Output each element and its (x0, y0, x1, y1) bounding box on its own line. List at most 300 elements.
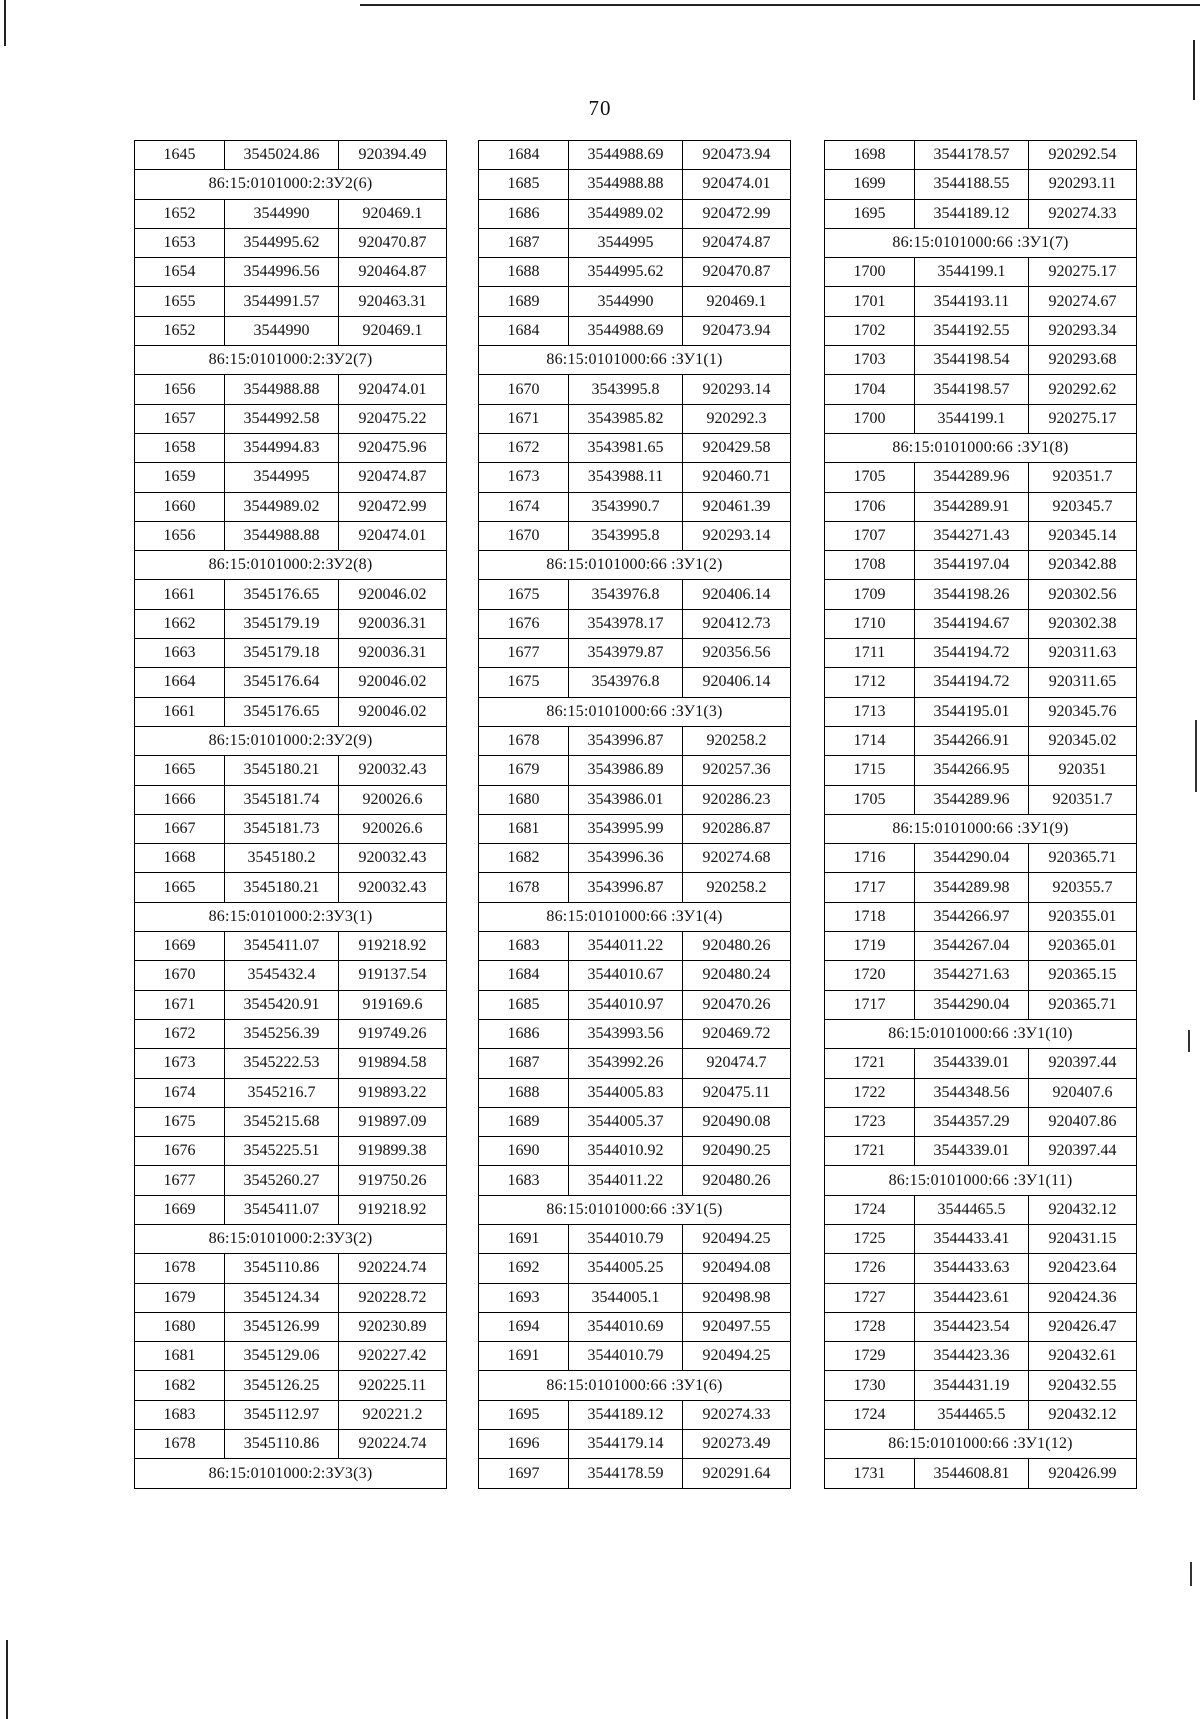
x-coordinate-cell: 3544198.54 (915, 346, 1029, 375)
table-row (479, 199, 791, 228)
point-number-cell: 1666 (135, 785, 225, 814)
y-coordinate-cell: 920258.2 (683, 873, 791, 902)
y-coordinate-cell: 920351 (1029, 756, 1137, 785)
table-row (825, 1107, 1137, 1136)
parcel-id-cell: 86:15:0101000:2:ЗУ2(8) (135, 551, 447, 580)
table-row (135, 814, 447, 843)
y-coordinate-cell: 920230.89 (339, 1312, 447, 1341)
point-number-cell: 1667 (135, 814, 225, 843)
y-coordinate-cell: 920275.17 (1029, 258, 1137, 287)
point-number-cell: 1708 (825, 551, 915, 580)
point-number-cell: 1683 (135, 1400, 225, 1429)
parcel-id-cell: 86:15:0101000:2:ЗУ3(2) (135, 1224, 447, 1253)
x-coordinate-cell: 3544178.59 (569, 1459, 683, 1488)
point-number-cell: 1662 (135, 609, 225, 638)
y-coordinate-cell: 920473.94 (683, 141, 791, 170)
table-row (135, 1195, 447, 1224)
x-coordinate-cell: 3545179.18 (225, 639, 339, 668)
x-coordinate-cell: 3544992.58 (225, 404, 339, 433)
table-row (479, 1283, 791, 1312)
point-number-cell: 1674 (135, 1078, 225, 1107)
y-coordinate-cell: 920046.02 (339, 697, 447, 726)
y-coordinate-cell: 920475.22 (339, 404, 447, 433)
x-coordinate-cell: 3544988.69 (569, 316, 683, 345)
table-row (135, 932, 447, 961)
table-row (825, 521, 1137, 550)
point-number-cell: 1728 (825, 1312, 915, 1341)
y-coordinate-cell: 920032.43 (339, 756, 447, 785)
point-number-cell: 1730 (825, 1371, 915, 1400)
point-number-cell: 1715 (825, 756, 915, 785)
x-coordinate-cell: 3544011.22 (569, 1166, 683, 1195)
point-number-cell: 1725 (825, 1224, 915, 1253)
point-number-cell: 1652 (135, 199, 225, 228)
y-coordinate-cell: 920464.87 (339, 258, 447, 287)
y-coordinate-cell: 920497.55 (683, 1312, 791, 1341)
x-coordinate-cell: 3544198.57 (915, 375, 1029, 404)
y-coordinate-cell: 920293.11 (1029, 170, 1137, 199)
x-coordinate-cell: 3544271.43 (915, 521, 1029, 550)
y-coordinate-cell: 919893.22 (339, 1078, 447, 1107)
x-coordinate-cell: 3544005.25 (569, 1254, 683, 1283)
point-number-cell: 1678 (135, 1254, 225, 1283)
x-coordinate-cell: 3544189.12 (569, 1400, 683, 1429)
y-coordinate-cell: 920470.26 (683, 990, 791, 1019)
point-number-cell: 1683 (479, 932, 569, 961)
y-coordinate-cell: 920365.15 (1029, 961, 1137, 990)
x-coordinate-cell: 3544005.37 (569, 1107, 683, 1136)
x-coordinate-cell: 3543995.8 (569, 521, 683, 550)
y-coordinate-cell: 920474.01 (339, 375, 447, 404)
point-number-cell: 1677 (135, 1166, 225, 1195)
table-row (135, 873, 447, 902)
scan-mark (1188, 1030, 1190, 1052)
point-number-cell: 1669 (135, 1195, 225, 1224)
table-row (479, 258, 791, 287)
y-coordinate-cell: 920026.6 (339, 814, 447, 843)
y-coordinate-cell: 919899.38 (339, 1137, 447, 1166)
table-row (825, 639, 1137, 668)
section-header-row (479, 902, 791, 931)
y-coordinate-cell: 920302.38 (1029, 609, 1137, 638)
y-coordinate-cell: 920432.55 (1029, 1371, 1137, 1400)
point-number-cell: 1699 (825, 170, 915, 199)
point-number-cell: 1706 (825, 492, 915, 521)
table-row (135, 141, 447, 170)
y-coordinate-cell: 920423.64 (1029, 1254, 1137, 1283)
point-number-cell: 1661 (135, 580, 225, 609)
parcel-id-cell: 86:15:0101000:66 :ЗУ1(6) (479, 1371, 791, 1400)
table-row (479, 404, 791, 433)
x-coordinate-cell: 3543986.89 (569, 756, 683, 785)
point-number-cell: 1690 (479, 1137, 569, 1166)
table-row (825, 873, 1137, 902)
y-coordinate-cell: 920474.01 (339, 521, 447, 550)
y-coordinate-cell: 920494.25 (683, 1224, 791, 1253)
table-row (479, 492, 791, 521)
x-coordinate-cell: 3544179.14 (569, 1430, 683, 1459)
point-number-cell: 1712 (825, 668, 915, 697)
section-header-row (825, 1019, 1137, 1048)
table-row (825, 258, 1137, 287)
point-number-cell: 1693 (479, 1283, 569, 1312)
x-coordinate-cell: 3545181.74 (225, 785, 339, 814)
point-number-cell: 1731 (825, 1459, 915, 1488)
y-coordinate-cell: 920394.49 (339, 141, 447, 170)
point-number-cell: 1717 (825, 873, 915, 902)
table-row (479, 463, 791, 492)
y-coordinate-cell: 920351.7 (1029, 785, 1137, 814)
x-coordinate-cell: 3545126.99 (225, 1312, 339, 1341)
y-coordinate-cell: 920274.33 (683, 1400, 791, 1429)
x-coordinate-cell: 3543985.82 (569, 404, 683, 433)
section-header-row (135, 1459, 447, 1488)
y-coordinate-cell: 919749.26 (339, 1019, 447, 1048)
y-coordinate-cell: 920473.94 (683, 316, 791, 345)
point-number-cell: 1657 (135, 404, 225, 433)
y-coordinate-cell: 920365.71 (1029, 844, 1137, 873)
x-coordinate-cell: 3544357.29 (915, 1107, 1029, 1136)
table-row (135, 1019, 447, 1048)
point-number-cell: 1719 (825, 932, 915, 961)
y-coordinate-cell: 920432.12 (1029, 1195, 1137, 1224)
table-row (479, 1137, 791, 1166)
y-coordinate-cell: 919218.92 (339, 932, 447, 961)
y-coordinate-cell: 920227.42 (339, 1342, 447, 1371)
y-coordinate-cell: 920036.31 (339, 609, 447, 638)
y-coordinate-cell: 920494.08 (683, 1254, 791, 1283)
x-coordinate-cell: 3544423.54 (915, 1312, 1029, 1341)
section-header-row (479, 697, 791, 726)
coordinates-table-left (134, 140, 447, 1489)
point-number-cell: 1726 (825, 1254, 915, 1283)
point-number-cell: 1721 (825, 1137, 915, 1166)
y-coordinate-cell: 920424.36 (1029, 1283, 1137, 1312)
point-number-cell: 1698 (825, 141, 915, 170)
y-coordinate-cell: 920351.7 (1029, 463, 1137, 492)
parcel-id-cell: 86:15:0101000:66 :ЗУ1(7) (825, 228, 1137, 257)
x-coordinate-cell: 3545180.2 (225, 844, 339, 873)
table-row (825, 1459, 1137, 1488)
table-row (479, 961, 791, 990)
section-header-row (135, 551, 447, 580)
table-row (135, 1430, 447, 1459)
y-coordinate-cell: 920046.02 (339, 668, 447, 697)
x-coordinate-cell: 3544995 (569, 228, 683, 257)
point-number-cell: 1664 (135, 668, 225, 697)
table-row (135, 1400, 447, 1429)
x-coordinate-cell: 3543988.11 (569, 463, 683, 492)
point-number-cell: 1702 (825, 316, 915, 345)
table-row (135, 258, 447, 287)
x-coordinate-cell: 3544198.26 (915, 580, 1029, 609)
y-coordinate-cell: 920480.26 (683, 1166, 791, 1195)
point-number-cell: 1645 (135, 141, 225, 170)
x-coordinate-cell: 3545432.4 (225, 961, 339, 990)
point-number-cell: 1688 (479, 1078, 569, 1107)
section-header-row (479, 346, 791, 375)
y-coordinate-cell: 920032.43 (339, 873, 447, 902)
point-number-cell: 1709 (825, 580, 915, 609)
x-coordinate-cell: 3544194.72 (915, 668, 1029, 697)
y-coordinate-cell: 920224.74 (339, 1254, 447, 1283)
table-row (135, 1371, 447, 1400)
y-coordinate-cell: 920293.14 (683, 375, 791, 404)
x-coordinate-cell: 3544995 (225, 463, 339, 492)
y-coordinate-cell: 920293.68 (1029, 346, 1137, 375)
section-header-row (825, 1430, 1137, 1459)
x-coordinate-cell: 3544178.57 (915, 141, 1029, 170)
point-number-cell: 1689 (479, 287, 569, 316)
x-coordinate-cell: 3544989.02 (569, 199, 683, 228)
table-row (479, 990, 791, 1019)
y-coordinate-cell: 920345.76 (1029, 697, 1137, 726)
x-coordinate-cell: 3544465.5 (915, 1195, 1029, 1224)
point-number-cell: 1652 (135, 316, 225, 345)
table-row (479, 1019, 791, 1048)
y-coordinate-cell: 920292.62 (1029, 375, 1137, 404)
y-coordinate-cell: 920311.63 (1029, 639, 1137, 668)
y-coordinate-cell: 920221.2 (339, 1400, 447, 1429)
y-coordinate-cell: 920474.87 (683, 228, 791, 257)
x-coordinate-cell: 3545124.34 (225, 1283, 339, 1312)
y-coordinate-cell: 919894.58 (339, 1049, 447, 1078)
table-row (825, 726, 1137, 755)
scan-edge-right (1193, 40, 1195, 100)
y-coordinate-cell: 920429.58 (683, 433, 791, 462)
parcel-id-cell: 86:15:0101000:66 :ЗУ1(11) (825, 1166, 1137, 1195)
y-coordinate-cell: 920224.74 (339, 1430, 447, 1459)
point-number-cell: 1658 (135, 433, 225, 462)
y-coordinate-cell: 920461.39 (683, 492, 791, 521)
y-coordinate-cell: 920026.6 (339, 785, 447, 814)
table-row (135, 1166, 447, 1195)
point-number-cell: 1679 (479, 756, 569, 785)
parcel-id-cell: 86:15:0101000:2:ЗУ2(7) (135, 346, 447, 375)
point-number-cell: 1688 (479, 258, 569, 287)
x-coordinate-cell: 3545222.53 (225, 1049, 339, 1078)
table-row (825, 785, 1137, 814)
point-number-cell: 1661 (135, 697, 225, 726)
x-coordinate-cell: 3545411.07 (225, 932, 339, 961)
y-coordinate-cell: 920407.86 (1029, 1107, 1137, 1136)
parcel-id-cell: 86:15:0101000:66 :ЗУ1(9) (825, 814, 1137, 843)
point-number-cell: 1697 (479, 1459, 569, 1488)
table-row (135, 580, 447, 609)
x-coordinate-cell: 3544199.1 (915, 404, 1029, 433)
y-coordinate-cell: 920460.71 (683, 463, 791, 492)
point-number-cell: 1723 (825, 1107, 915, 1136)
x-coordinate-cell: 3544994.83 (225, 433, 339, 462)
table-row (479, 375, 791, 404)
x-coordinate-cell: 3543978.17 (569, 609, 683, 638)
table-row (825, 492, 1137, 521)
point-number-cell: 1711 (825, 639, 915, 668)
table-row (135, 463, 447, 492)
parcel-id-cell: 86:15:0101000:66 :ЗУ1(1) (479, 346, 791, 375)
x-coordinate-cell: 3545126.25 (225, 1371, 339, 1400)
x-coordinate-cell: 3544988.88 (225, 375, 339, 404)
page-number: 70 (588, 96, 612, 120)
parcel-id-cell: 86:15:0101000:66 :ЗУ1(4) (479, 902, 791, 931)
x-coordinate-cell: 3545176.65 (225, 580, 339, 609)
x-coordinate-cell: 3544465.5 (915, 1400, 1029, 1429)
y-coordinate-cell: 920225.11 (339, 1371, 447, 1400)
y-coordinate-cell: 920292.54 (1029, 141, 1137, 170)
x-coordinate-cell: 3544010.97 (569, 990, 683, 1019)
x-coordinate-cell: 3544990 (569, 287, 683, 316)
scan-edge-left (4, 0, 6, 46)
table-row (479, 1312, 791, 1341)
x-coordinate-cell: 3544423.36 (915, 1342, 1029, 1371)
point-number-cell: 1701 (825, 287, 915, 316)
y-coordinate-cell: 920274.67 (1029, 287, 1137, 316)
x-coordinate-cell: 3545112.97 (225, 1400, 339, 1429)
table-row (135, 375, 447, 404)
x-coordinate-cell: 3544195.01 (915, 697, 1029, 726)
point-number-cell: 1673 (135, 1049, 225, 1078)
x-coordinate-cell: 3544433.41 (915, 1224, 1029, 1253)
table-row (135, 639, 447, 668)
parcel-id-cell: 86:15:0101000:2:ЗУ3(3) (135, 1459, 447, 1488)
section-header-row (135, 346, 447, 375)
table-row (135, 990, 447, 1019)
table-row (135, 316, 447, 345)
x-coordinate-cell: 3543979.87 (569, 639, 683, 668)
x-coordinate-cell: 3545129.06 (225, 1342, 339, 1371)
table-row (825, 990, 1137, 1019)
point-number-cell: 1682 (479, 844, 569, 873)
point-number-cell: 1722 (825, 1078, 915, 1107)
x-coordinate-cell: 3543995.99 (569, 814, 683, 843)
x-coordinate-cell: 3545215.68 (225, 1107, 339, 1136)
table-row (479, 433, 791, 462)
y-coordinate-cell: 920302.56 (1029, 580, 1137, 609)
x-coordinate-cell: 3544194.67 (915, 609, 1029, 638)
table-row (825, 1254, 1137, 1283)
x-coordinate-cell: 3544010.69 (569, 1312, 683, 1341)
point-number-cell: 1686 (479, 199, 569, 228)
point-number-cell: 1724 (825, 1195, 915, 1224)
x-coordinate-cell: 3544197.04 (915, 551, 1029, 580)
y-coordinate-cell: 920355.7 (1029, 873, 1137, 902)
x-coordinate-cell: 3544290.04 (915, 990, 1029, 1019)
point-number-cell: 1663 (135, 639, 225, 668)
point-number-cell: 1695 (479, 1400, 569, 1429)
x-coordinate-cell: 3544988.88 (569, 170, 683, 199)
y-coordinate-cell: 920490.08 (683, 1107, 791, 1136)
point-number-cell: 1700 (825, 258, 915, 287)
point-number-cell: 1696 (479, 1430, 569, 1459)
table-row (825, 1137, 1137, 1166)
table-row (825, 463, 1137, 492)
y-coordinate-cell: 920032.43 (339, 844, 447, 873)
scan-edge-left-bottom (6, 1640, 8, 1719)
y-coordinate-cell: 920406.14 (683, 668, 791, 697)
x-coordinate-cell: 3545024.86 (225, 141, 339, 170)
y-coordinate-cell: 920432.61 (1029, 1342, 1137, 1371)
y-coordinate-cell: 920498.98 (683, 1283, 791, 1312)
y-coordinate-cell: 920228.72 (339, 1283, 447, 1312)
point-number-cell: 1692 (479, 1254, 569, 1283)
point-number-cell: 1674 (479, 492, 569, 521)
section-header-row (135, 726, 447, 755)
point-number-cell: 1680 (479, 785, 569, 814)
table-row (825, 1078, 1137, 1107)
table-row (825, 902, 1137, 931)
point-number-cell: 1721 (825, 1049, 915, 1078)
y-coordinate-cell: 920273.49 (683, 1430, 791, 1459)
point-number-cell: 1686 (479, 1019, 569, 1048)
y-coordinate-cell: 920480.26 (683, 932, 791, 961)
point-number-cell: 1713 (825, 697, 915, 726)
x-coordinate-cell: 3543996.36 (569, 844, 683, 873)
coordinates-table-middle (478, 140, 791, 1489)
x-coordinate-cell: 3544188.55 (915, 170, 1029, 199)
x-coordinate-cell: 3544988.88 (225, 521, 339, 550)
table-row (825, 551, 1137, 580)
y-coordinate-cell: 920291.64 (683, 1459, 791, 1488)
table-row (135, 697, 447, 726)
point-number-cell: 1703 (825, 346, 915, 375)
y-coordinate-cell: 920397.44 (1029, 1137, 1137, 1166)
table-row (135, 609, 447, 638)
y-coordinate-cell: 920469.1 (339, 316, 447, 345)
x-coordinate-cell: 3545180.21 (225, 756, 339, 785)
x-coordinate-cell: 3544348.56 (915, 1078, 1029, 1107)
y-coordinate-cell: 920490.25 (683, 1137, 791, 1166)
point-number-cell: 1685 (479, 990, 569, 1019)
x-coordinate-cell: 3543986.01 (569, 785, 683, 814)
x-coordinate-cell: 3544990 (225, 316, 339, 345)
table-row (825, 1195, 1137, 1224)
table-row (479, 1049, 791, 1078)
coordinates-table-right (824, 140, 1137, 1489)
point-number-cell: 1694 (479, 1312, 569, 1341)
x-coordinate-cell: 3544193.11 (915, 287, 1029, 316)
point-number-cell: 1714 (825, 726, 915, 755)
table-row (479, 668, 791, 697)
x-coordinate-cell: 3544995.62 (225, 228, 339, 257)
table-row (135, 844, 447, 873)
x-coordinate-cell: 3544608.81 (915, 1459, 1029, 1488)
table-row (135, 1254, 447, 1283)
table-row (479, 814, 791, 843)
y-coordinate-cell: 920257.36 (683, 756, 791, 785)
point-number-cell: 1687 (479, 228, 569, 257)
parcel-id-cell: 86:15:0101000:66 :ЗУ1(8) (825, 433, 1137, 462)
y-coordinate-cell: 919169.6 (339, 990, 447, 1019)
y-coordinate-cell: 920406.14 (683, 580, 791, 609)
table-row (825, 756, 1137, 785)
x-coordinate-cell: 3543996.87 (569, 873, 683, 902)
x-coordinate-cell: 3544010.79 (569, 1342, 683, 1371)
x-coordinate-cell: 3545225.51 (225, 1137, 339, 1166)
y-coordinate-cell: 920463.31 (339, 287, 447, 316)
x-coordinate-cell: 3544267.04 (915, 932, 1029, 961)
x-coordinate-cell: 3544433.63 (915, 1254, 1029, 1283)
table-row (479, 228, 791, 257)
point-number-cell: 1655 (135, 287, 225, 316)
x-coordinate-cell: 3544289.96 (915, 785, 1029, 814)
y-coordinate-cell: 920274.68 (683, 844, 791, 873)
y-coordinate-cell: 920472.99 (683, 199, 791, 228)
point-number-cell: 1683 (479, 1166, 569, 1195)
table-row (825, 375, 1137, 404)
y-coordinate-cell: 920274.33 (1029, 199, 1137, 228)
table-row (479, 1342, 791, 1371)
point-number-cell: 1672 (135, 1019, 225, 1048)
